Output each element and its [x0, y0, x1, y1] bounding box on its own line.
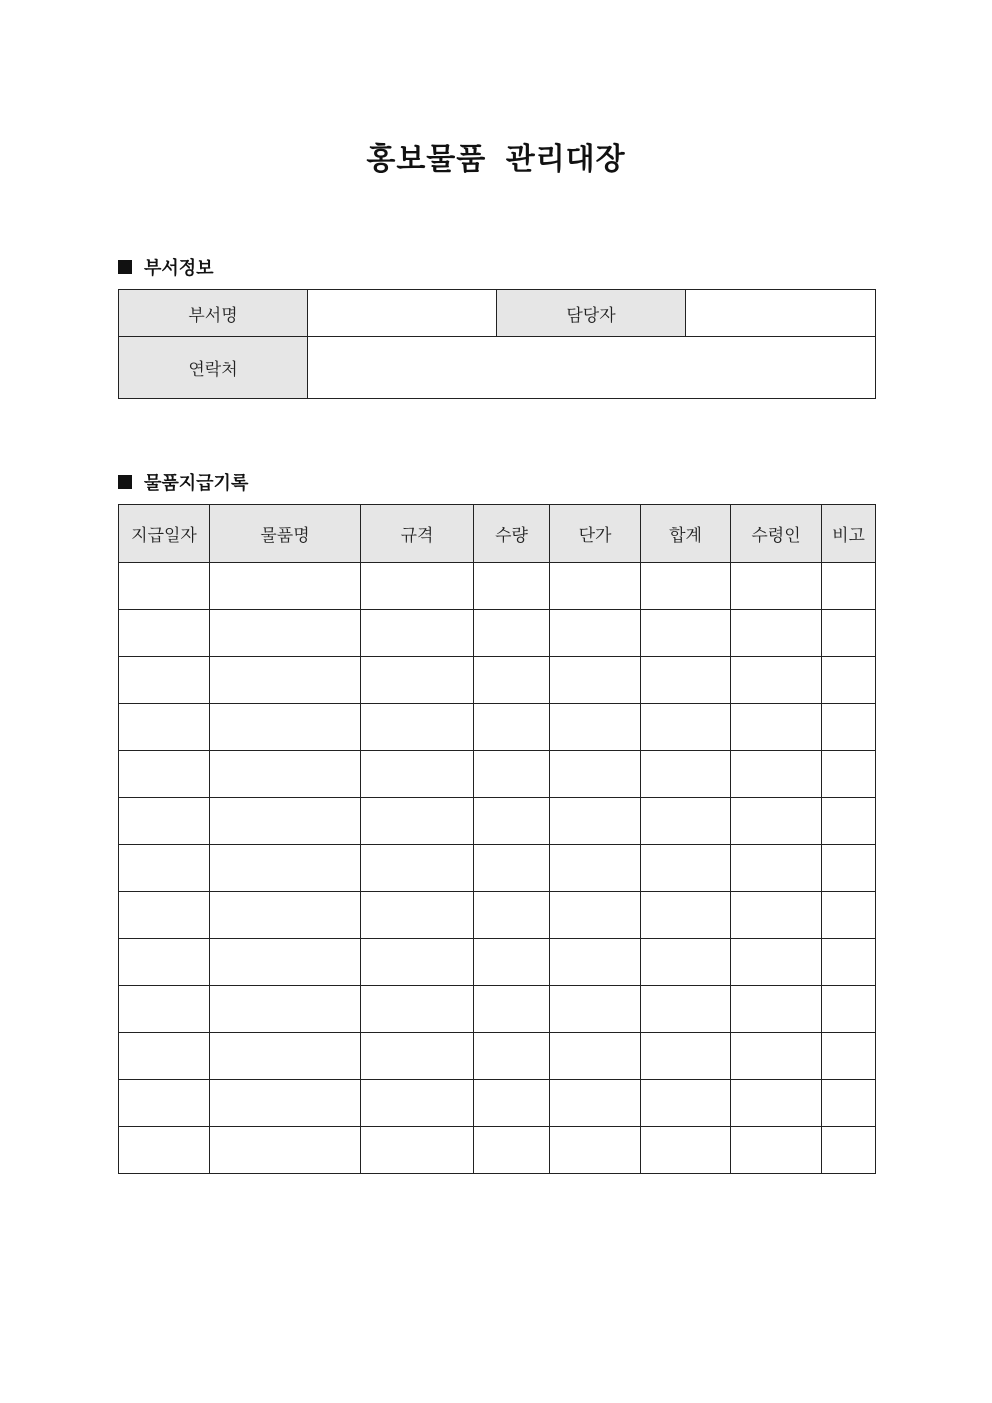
table-cell[interactable] — [731, 563, 822, 610]
table-cell[interactable] — [119, 1127, 210, 1174]
table-cell[interactable] — [474, 610, 550, 657]
department-info-table — [118, 289, 876, 399]
table-row — [119, 704, 876, 751]
table-cell[interactable] — [361, 610, 474, 657]
table-cell[interactable] — [210, 845, 361, 892]
table-cell[interactable] — [210, 892, 361, 939]
table-cell[interactable] — [361, 1033, 474, 1080]
table-cell[interactable] — [641, 563, 731, 610]
table-row — [119, 1033, 876, 1080]
table-cell[interactable] — [550, 704, 641, 751]
table-cell[interactable] — [550, 751, 641, 798]
table-cell[interactable] — [550, 1033, 641, 1080]
manager-field[interactable] — [686, 290, 876, 337]
table-cell[interactable] — [822, 657, 876, 704]
department-section-heading-label: 부서정보 — [144, 258, 214, 279]
table-cell[interactable] — [550, 1080, 641, 1127]
table-row — [119, 939, 876, 986]
table-header-row — [119, 505, 876, 563]
table-row — [119, 610, 876, 657]
table-cell[interactable] — [550, 845, 641, 892]
table-cell[interactable] — [474, 657, 550, 704]
table-cell[interactable] — [731, 1080, 822, 1127]
table-cell[interactable] — [119, 798, 210, 845]
table-cell[interactable] — [731, 704, 822, 751]
square-bullet-icon — [118, 475, 132, 489]
table-cell[interactable] — [731, 751, 822, 798]
table-cell[interactable] — [822, 892, 876, 939]
table-cell[interactable] — [474, 845, 550, 892]
table-cell[interactable] — [210, 986, 361, 1033]
table-cell[interactable] — [731, 610, 822, 657]
table-cell[interactable] — [641, 986, 731, 1033]
table-cell[interactable] — [210, 563, 361, 610]
table-cell[interactable] — [119, 610, 210, 657]
contact-label: 연락처 — [119, 337, 308, 399]
table-cell[interactable] — [822, 939, 876, 986]
column-header-recipient: 수령인 — [731, 505, 822, 563]
table-cell[interactable] — [822, 704, 876, 751]
table-cell[interactable] — [731, 892, 822, 939]
table-cell[interactable] — [119, 657, 210, 704]
table-cell[interactable] — [119, 563, 210, 610]
manager-label: 담당자 — [497, 290, 686, 337]
table-cell[interactable] — [641, 704, 731, 751]
table-cell[interactable] — [550, 798, 641, 845]
table-cell[interactable] — [119, 939, 210, 986]
table-cell[interactable] — [641, 892, 731, 939]
table-cell[interactable] — [474, 1033, 550, 1080]
table-cell[interactable] — [731, 845, 822, 892]
table-cell[interactable] — [474, 939, 550, 986]
column-header-note: 비고 — [822, 505, 876, 563]
table-cell[interactable] — [119, 1033, 210, 1080]
table-row — [119, 798, 876, 845]
column-header-date: 지급일자 — [119, 505, 210, 563]
table-row — [119, 657, 876, 704]
table-cell[interactable] — [474, 1127, 550, 1174]
table-cell[interactable] — [210, 610, 361, 657]
records-section-heading-label: 물품지급기록 — [144, 473, 249, 494]
table-cell[interactable] — [641, 751, 731, 798]
table-body — [119, 563, 876, 1174]
table-cell[interactable] — [474, 892, 550, 939]
table-cell[interactable] — [361, 704, 474, 751]
table-cell[interactable] — [641, 610, 731, 657]
table-row — [119, 986, 876, 1033]
dept-name-field[interactable] — [308, 290, 497, 337]
table-cell[interactable] — [474, 798, 550, 845]
table-row — [119, 1127, 876, 1174]
column-header-total: 합계 — [641, 505, 731, 563]
table-cell[interactable] — [641, 1080, 731, 1127]
table-cell[interactable] — [119, 1080, 210, 1127]
table-cell[interactable] — [822, 798, 876, 845]
table-cell[interactable] — [119, 704, 210, 751]
table-cell[interactable] — [550, 563, 641, 610]
table-cell[interactable] — [361, 563, 474, 610]
table-cell[interactable] — [822, 563, 876, 610]
table-cell[interactable] — [361, 986, 474, 1033]
table-cell[interactable] — [210, 798, 361, 845]
table-cell[interactable] — [822, 1127, 876, 1174]
table-cell[interactable] — [210, 1127, 361, 1174]
column-header-quantity: 수량 — [474, 505, 550, 563]
table-cell[interactable] — [361, 1080, 474, 1127]
table-cell[interactable] — [210, 657, 361, 704]
table-cell[interactable] — [210, 1033, 361, 1080]
table-cell[interactable] — [550, 657, 641, 704]
table-cell[interactable] — [361, 657, 474, 704]
table-cell[interactable] — [210, 939, 361, 986]
table-cell[interactable] — [210, 751, 361, 798]
table-cell[interactable] — [474, 1080, 550, 1127]
table-cell[interactable] — [731, 657, 822, 704]
table-cell[interactable] — [119, 892, 210, 939]
table-cell[interactable] — [550, 610, 641, 657]
table-cell[interactable] — [731, 1127, 822, 1174]
document-title: 홍보물품 관리대장 — [366, 142, 626, 177]
table-cell[interactable] — [119, 845, 210, 892]
table-cell[interactable] — [731, 986, 822, 1033]
department-section-heading — [118, 254, 214, 280]
table-row — [119, 1080, 876, 1127]
table-cell[interactable] — [822, 986, 876, 1033]
table-row — [119, 892, 876, 939]
table-cell[interactable] — [641, 1033, 731, 1080]
column-header-unit-price: 단가 — [550, 505, 641, 563]
table-cell[interactable] — [474, 986, 550, 1033]
table-cell[interactable] — [210, 704, 361, 751]
table-cell[interactable] — [822, 1033, 876, 1080]
table-cell[interactable] — [641, 845, 731, 892]
table-cell[interactable] — [361, 845, 474, 892]
table-row — [119, 751, 876, 798]
table-cell[interactable] — [474, 704, 550, 751]
table-cell[interactable] — [731, 1033, 822, 1080]
table-cell[interactable] — [550, 939, 641, 986]
table-cell[interactable] — [822, 610, 876, 657]
table-cell[interactable] — [361, 939, 474, 986]
table-cell[interactable] — [361, 798, 474, 845]
table-cell[interactable] — [641, 939, 731, 986]
table-cell[interactable] — [731, 798, 822, 845]
table-cell[interactable] — [550, 986, 641, 1033]
table-cell[interactable] — [361, 892, 474, 939]
table-cell[interactable] — [550, 1127, 641, 1174]
table-cell[interactable] — [474, 563, 550, 610]
table-cell[interactable] — [210, 1080, 361, 1127]
table-cell[interactable] — [822, 1080, 876, 1127]
table-cell[interactable] — [361, 751, 474, 798]
dept-name-label: 부서명 — [119, 290, 308, 337]
table-cell[interactable] — [474, 751, 550, 798]
table-cell[interactable] — [641, 1127, 731, 1174]
table-row — [119, 563, 876, 610]
table-cell[interactable] — [641, 798, 731, 845]
column-header-spec: 규격 — [361, 505, 474, 563]
square-bullet-icon — [118, 260, 132, 274]
table-cell[interactable] — [550, 892, 641, 939]
table-cell[interactable] — [822, 751, 876, 798]
table-cell[interactable] — [822, 845, 876, 892]
table-cell[interactable] — [119, 986, 210, 1033]
table-cell[interactable] — [361, 1127, 474, 1174]
table-row — [119, 845, 876, 892]
item-distribution-table — [118, 504, 876, 1174]
records-section-heading — [118, 469, 248, 495]
table-cell[interactable] — [119, 751, 210, 798]
table-cell[interactable] — [731, 939, 822, 986]
contact-field[interactable] — [308, 337, 876, 399]
table-cell[interactable] — [641, 657, 731, 704]
column-header-item-name: 물품명 — [210, 505, 361, 563]
